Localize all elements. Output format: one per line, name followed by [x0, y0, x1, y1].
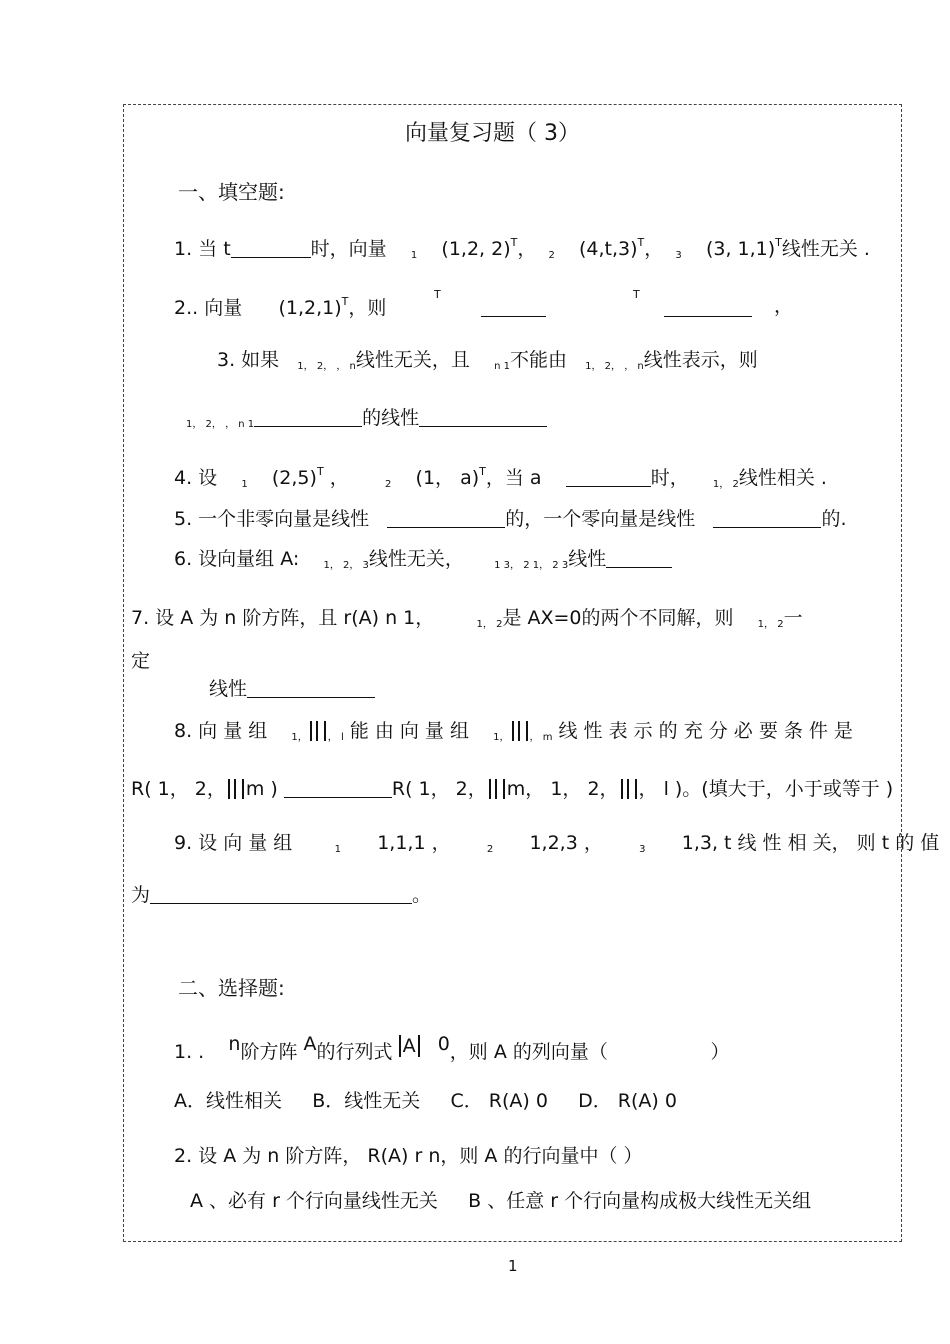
- section-heading-multiple-choice: 二、选择题:: [178, 976, 285, 1000]
- choice-2-options: [190, 1192, 811, 1211]
- document-title: 向量复习题（ 3）: [405, 121, 580, 146]
- option-b[interactable]: B 、任意 r 个行向量构成极大线性无关组: [468, 1190, 812, 1212]
- choice-question-1: 1. . n阶方阵 A的行列式 A 0，则 A 的列向量（ ）: [174, 1033, 730, 1063]
- question-5: 5. 一个非零向量是线性 的，一个零向量是线性 的.: [174, 508, 847, 530]
- q2-comma: ，: [774, 295, 794, 317]
- question-6: 6. 设向量组 A: $_{1, 2, 3}$线性无关， $_{1 3, 2 1, 2 3}$线性: [174, 550, 672, 571]
- question-1: 1. 当 t 时，向量 $_1$ (1,2, 2)$^T$， $_2$ $(4,t,3)^T$， $_3$ (3, 1,1)$^T$线性无关 .: [174, 236, 870, 261]
- question-7-wrap: 定: [131, 650, 151, 672]
- question-4: 4. 设 $_1$ $(2,5)^T$ ， $_2$ (1， a)$^T$，当 a 时， $_{1, 2}$线性相关 .: [174, 465, 827, 490]
- option-c[interactable]: C． R(A) 0: [450, 1090, 548, 1112]
- option-d[interactable]: D． R(A) 0: [578, 1090, 677, 1112]
- q2-transpose-mark: T: [434, 288, 441, 301]
- page-border: [123, 104, 902, 1242]
- page-number: 1: [508, 1257, 518, 1275]
- option-a[interactable]: A．线性相关: [174, 1090, 282, 1112]
- q2-transpose-mark-2: T: [633, 288, 640, 301]
- option-b[interactable]: B．线性无关: [312, 1090, 421, 1112]
- question-7: 7. 设 A 为 n 阶方阵，且 r(A) n 1， $_{1, 2}$是 AX=0的两个不同解，则 $_{1, 2}$一: [131, 607, 803, 630]
- option-a[interactable]: A 、必有 r 个行向量线性无关: [190, 1190, 438, 1212]
- section-heading-fill-in: 一、填空题:: [178, 180, 285, 204]
- question-7-line-3: 线性: [209, 680, 375, 699]
- question-9-line-2: 为 。: [131, 884, 432, 906]
- q2-answer-blank-2[interactable]: [664, 300, 752, 317]
- question-9: 9. 设 向 量 组 $_1$ 1,1,1 ， $_2$ 1,2,3 ， $_3$ 1,3, t 线 性 相 关， 则 t 的 值: [174, 832, 940, 855]
- question-2: 2.. 向量 $(1,2,1)^T$，则: [174, 295, 387, 319]
- choice-1-options: [174, 1092, 677, 1111]
- q2-answer-blank-1[interactable]: [481, 300, 546, 317]
- choice-question-2: 2. 设 A 为 n 阶方阵， R(A) r n，则 A 的行向量中（ ）: [174, 1145, 643, 1167]
- question-3-line-2: $_{1, 2, , n 1}$ 的线性: [186, 409, 547, 430]
- question-3: 3. 如果 $_{1, 2, , n}$线性无关，且 $_{n 1}$不能由 $_{1, 2, , n}$线性表示，则: [217, 349, 758, 372]
- question-8-line-2: R( 1， 2， m ) R( 1， 2， m， 1， 2， ， l )。(填大于，小于或等于 ): [131, 778, 894, 800]
- question-8: 8. 向 量 组 $_{1,}$ $_{, l}$ 能 由 向 量 组 $_{1,}$ $_{, m}$ 线 性 表 示 的 充 分 必 要 条 件 是: [174, 720, 853, 743]
